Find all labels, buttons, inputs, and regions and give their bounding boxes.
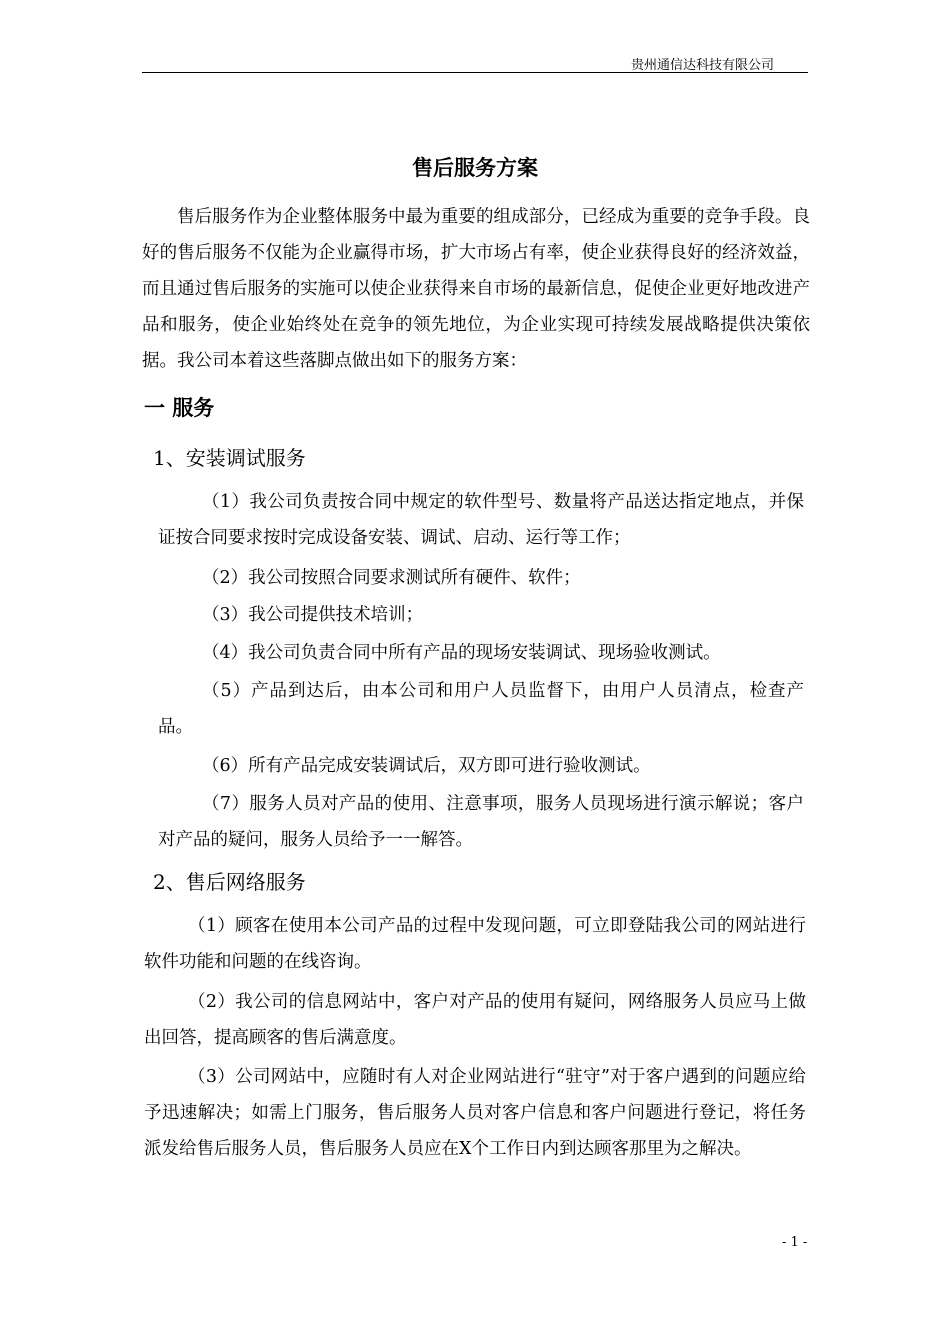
install-item: （6）所有产品完成安装调试后，双方即可进行验收测试。 bbox=[202, 756, 651, 776]
sub-heading-installation: 1、安装调试服务 bbox=[153, 446, 306, 470]
network-item: （2）我公司的信息网站中，客户对产品的使用有疑问，网络服务人员应马上做出回答，提高顾客的售后满意度。 bbox=[144, 992, 806, 1048]
network-item: （3）公司网站中，应随时有人对企业网站进行“驻守”对于客户遇到的问题应给予迅速解决；如需上门服务，售后服务人员对客户信息和客户问题进行登记，将任务派发给售后服务人员，售后服务人员应在X个工作日内到达顾客那里为之解决。 bbox=[144, 1067, 806, 1159]
header-company: 贵州通信达科技有限公司 bbox=[630, 58, 774, 73]
page-number: - 1 - bbox=[782, 1235, 808, 1250]
install-item: （5）产品到达后，由本公司和用户人员监督下，由用户人员清点，检查产品。 bbox=[158, 681, 804, 737]
section-heading-service: 一 服务 bbox=[144, 396, 215, 420]
intro-paragraph: 售后服务作为企业整体服务中最为重要的组成部分，已经成为重要的竞争手段。良好的售后服务不仅能为企业赢得市场，扩大市场占有率，使企业获得良好的经济效益，而且通过售后服务的实施可以使企业获得来自市场的最新信息，促使企业更好地改进产品和服务，使企业始终处在竞争的领先地位，为企业实现可持续发展战略提供决策依据。我公司本着这些落脚点做出如下的服务方案： bbox=[142, 207, 810, 371]
install-item: （1）我公司负责按合同中规定的软件型号、数量将产品送达指定地点，并保证按合同要求按时完成设备安装、调试、启动、运行等工作； bbox=[158, 492, 804, 548]
install-item: （4）我公司负责合同中所有产品的现场安装调试、现场验收测试。 bbox=[202, 643, 721, 663]
install-item: （2）我公司按照合同要求测试所有硬件、软件； bbox=[202, 568, 581, 588]
install-item: （3）我公司提供技术培训； bbox=[202, 605, 424, 625]
header-rule bbox=[142, 72, 808, 73]
install-item: （7）服务人员对产品的使用、注意事项，服务人员现场进行演示解说；客户对产品的疑问，服务人员给予一一解答。 bbox=[158, 794, 804, 850]
network-item: （1）顾客在使用本公司产品的过程中发现问题，可立即登陆我公司的网站进行软件功能和问题的在线咨询。 bbox=[144, 916, 806, 972]
page-title: 售后服务方案 bbox=[412, 156, 538, 180]
sub-heading-network: 2、售后网络服务 bbox=[153, 870, 306, 894]
